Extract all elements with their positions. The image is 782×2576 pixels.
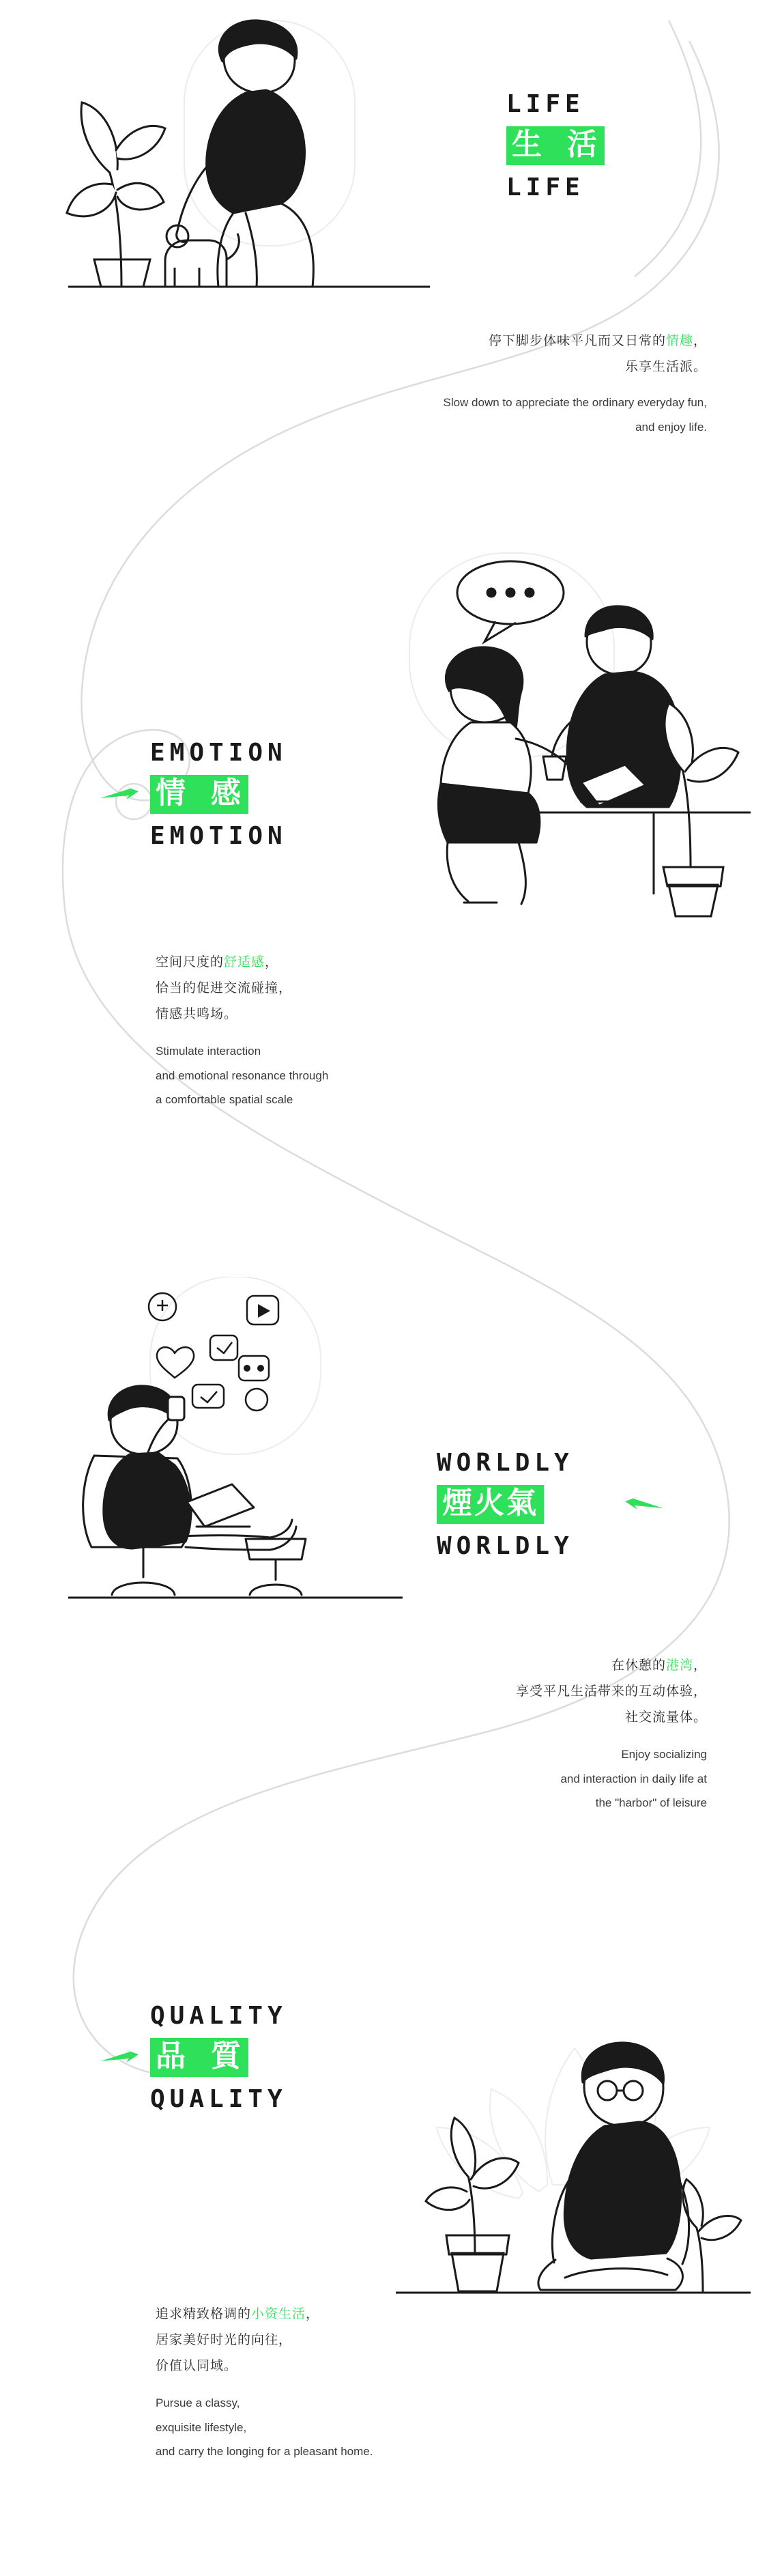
headline-worldly-cn: 煙火氣 xyxy=(437,1485,544,1524)
paragraph-quality-cn-0: 追求精致格调的小资生活， xyxy=(156,2306,320,2321)
paragraph-quality-cn-2: 价值认同域。 xyxy=(156,2358,238,2373)
paragraph-emotion-en-1: and emotional resonance through xyxy=(156,1068,329,1082)
headline-emotion-top: EMOTION xyxy=(150,739,287,767)
paragraph-emotion-cn-1: 恰当的促进交流碰撞， xyxy=(156,980,293,995)
paragraph-quality xyxy=(156,2301,701,2464)
two-people-talking-laptop-illustration xyxy=(382,539,764,922)
paragraph-emotion xyxy=(156,949,674,1112)
headline-worldly-top: WORLDLY xyxy=(437,1449,574,1477)
paragraph-worldly xyxy=(147,1652,707,1815)
headline-life-bottom: LIFE xyxy=(506,173,585,202)
paragraph-worldly-cn-2: 社交流量体。 xyxy=(624,1710,707,1725)
headline-emotion-cn: 情 感 xyxy=(150,775,248,814)
paragraph-worldly-en-1: and interaction in daily life at xyxy=(560,1772,707,1785)
headline-life-top: LIFE xyxy=(506,90,585,118)
woman-with-dog-illustration xyxy=(41,14,444,300)
arrow-left-icon xyxy=(622,1493,665,1514)
paragraph-life-en-0: Slow down to appreciate the ordinary everyday fun, xyxy=(443,396,707,409)
paragraph-worldly-en-2: the "harbor" of leisure xyxy=(595,1796,707,1810)
paragraph-emotion-en-2: a comfortable spatial scale xyxy=(156,1093,293,1107)
paragraph-life-cn-0: 停下脚步体味平凡而又日常的情趣， xyxy=(488,333,707,348)
paragraph-life-cn-1: 乐享生活派。 xyxy=(624,359,707,374)
headline-worldly xyxy=(437,1447,574,1561)
man-in-lounge-chair-illustration xyxy=(41,1277,423,1618)
headline-quality-cn: 品 質 xyxy=(150,2038,248,2077)
headline-life xyxy=(506,89,605,203)
paragraph-worldly-cn-0: 在休憩的港湾， xyxy=(611,1658,707,1673)
paragraph-quality-en-2: and carry the longing for a pleasant home. xyxy=(156,2445,373,2459)
paragraph-emotion-en-0: Stimulate interaction xyxy=(156,1045,261,1058)
paragraph-quality-cn-1: 居家美好时光的向往， xyxy=(156,2332,293,2347)
paragraph-quality-en-0: Pursue a classy, xyxy=(156,2396,240,2409)
woman-meditating-illustration xyxy=(382,1966,764,2321)
headline-emotion-bottom: EMOTION xyxy=(150,822,287,851)
headline-quality xyxy=(150,2000,287,2114)
arrow-right-icon xyxy=(99,783,141,804)
paragraph-emotion-cn-2: 情感共鸣场。 xyxy=(156,1006,238,1021)
paragraph-life xyxy=(188,328,707,439)
headline-quality-top: QUALITY xyxy=(150,2002,287,2030)
paragraph-quality-en-1: exquisite lifestyle, xyxy=(156,2420,247,2434)
paragraph-life-en-1: and enjoy life. xyxy=(635,420,707,434)
headline-life-cn: 生 活 xyxy=(506,126,605,165)
arrow-right-icon xyxy=(99,2046,141,2067)
paragraph-emotion-cn-0: 空间尺度的舒适感， xyxy=(156,954,279,969)
headline-worldly-bottom: WORLDLY xyxy=(437,1532,574,1561)
paragraph-worldly-en-0: Enjoy socializing xyxy=(621,1748,707,1761)
headline-emotion xyxy=(150,737,287,851)
headline-quality-bottom: QUALITY xyxy=(150,2085,287,2114)
paragraph-worldly-cn-1: 享受平凡生活带来的互动体验， xyxy=(515,1684,707,1699)
